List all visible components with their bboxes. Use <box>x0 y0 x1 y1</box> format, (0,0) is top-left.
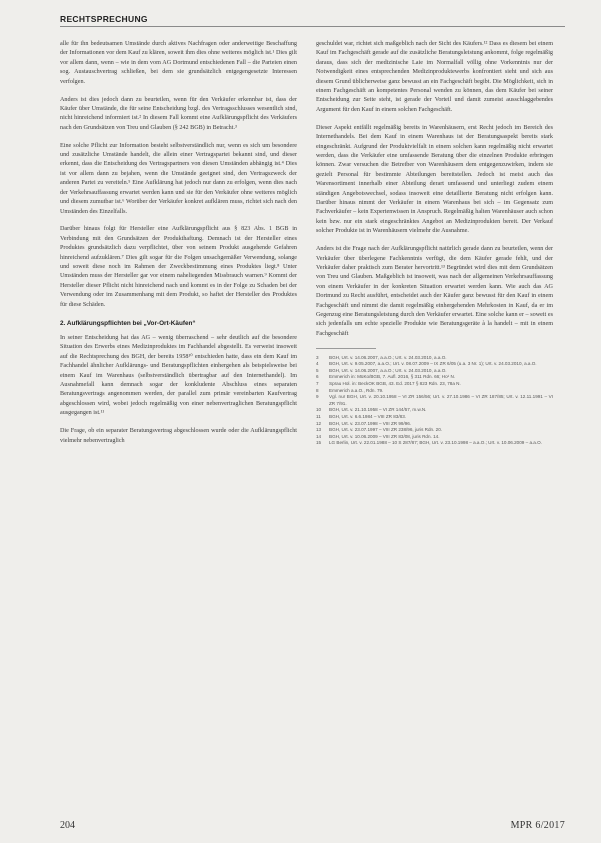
footnote-text: Emmerich in: MüKo/BGB, 7. Aufl. 2016, § 311 Rdn. 66; Ho¹ N. <box>329 374 456 380</box>
left-column <box>60 40 297 454</box>
page-number: 204 <box>60 820 75 831</box>
body-paragraph: Eine solche Pflicht zur Information besteht selbstverständlich nur, wenn es sich um besondere und zusätzliche Umstände handelt, die allein einer Vertragspartei bekannt sind, und dieser erkennt, dass die Entscheidung des Vertragspartners von diesen Umständen abhängig ist.⁴ Dies ist vor allem dann zu bejahen, wenn die Umstände geeignet sind, den Vertragszweck der anderen Partei zu vereiteln.⁵ Eine Aufklärung hat jedoch nur dann zu erfolgen, wenn dies nach der Verkehrsauffassung erwartet werden kann und sie für den Verkäufer ohne weiteres möglich und diesem zumutbar ist.⁶ Worüber der Verkäufer konkret aufklären muss, richtet sich nach den Umständen des Einzelfalls. <box>60 142 297 215</box>
footnote-text: BGH, Urt. v. 14.06.2007, a.a.O.; Urt. v. 24.03.2010, a.a.O. <box>329 354 447 360</box>
footnote-number: 12 <box>316 420 322 426</box>
footnote <box>316 414 553 421</box>
footnote-text: BGH, Urt. v. 10.06.2009 – VIII ZR 83/08, juris Rdn. 14. <box>329 433 440 439</box>
body-paragraph: Darüber hinaus folgt für Hersteller eine Aufklärungspflicht aus § 823 Abs. 1 BGB in Verbindung mit den Grundsätzen der Produkthaftung. Demnach ist der Hersteller eines Produktes grundsätzlich dazu verpflichtet, über von seinem Produkt ausgehende Gefahren hinreichend aufzuklären.⁷ Dies gilt sogar für die Folgen unsachgemäßer Verwendung, solange und soweit diese noch im Rahmen der Zweckbestimmung eines Produktes liegt.⁸ Unter Umständen muss der Hersteller gar vor einem naheliegenden Missbrauch warnen.⁹ Kommt der Hersteller dieser Pflicht nicht hinreichend nach und kommt es in der Folge zu Schaden bei der Verwendung oder im Zusammenhang mit dem Produkt, so haftet der Hersteller des Produktes für diese Schäden. <box>60 226 297 308</box>
footnote <box>316 434 553 441</box>
footnote-number: 4 <box>316 361 319 367</box>
footnote <box>316 440 553 447</box>
footnote <box>316 427 553 434</box>
body-paragraph: Anders ist dies jedoch dann zu beurteilen, wenn für den Verkäufer erkennbar ist, dass der Käufer über Umstände, die für seine Entscheidung bzgl. des Vertragsschlusses wesentlich sind, nicht hinreichend informiert ist.² In diesem Fall kommt eine Aufklärungspflicht des Verkäufers nach den Grundsätzen von Treu und Glauben (§ 242 BGB) in Betracht.³ <box>60 96 297 131</box>
footnote-number: 15 <box>316 440 322 446</box>
footnote-number: 14 <box>316 433 322 439</box>
journal-issue: MPR 6/2017 <box>510 820 565 831</box>
footnote-number: 11 <box>316 414 321 420</box>
footnote-number: 13 <box>316 427 322 433</box>
footnote <box>316 394 553 407</box>
footnote <box>316 374 553 381</box>
footnote-text: Sprau Hol. in: BeckOK BGB, 43. Ed. 2017 § 823 Rdn. 23, 78a N. <box>329 381 461 387</box>
body-paragraph: Dieser Aspekt entfällt regelmäßig bereits in Warenhäusern, erst Recht jedoch im Bereich des Internethandels. Bei dem Kauf in einem Warenhaus ist der Beratungsaspekt bereits stark eingeschränkt. Aufgrund der Produktvielfalt in einem solchen kann regelmäßig nicht erwartet werden, dass die Verkäufer eine umfassende Beratung über die einzelnen Produkte erbringen können. Zwar versuchen die Betreiber von Warenhäusern dem entgegenzuwirken, indem sie gezielt Personal für bestimmte Abteilungen bereitstellen. Jedoch ist meist auch das Warensortiment innerhalb einer Abteilung derart umfassend und unterliegt zudem einem ständigen Angebotswechsel, sodass insoweit eine detaillierte Beratung nicht erfolgen kann. Darüber hinaus nimmt der Verkäufer in einem Warenhaus bei sich – im Gegensatz zum Fachverkäufer – kein Expertenwissen in Anspruch. Regelmäßig halten Warenhäuser auch schon kein bzw. nur ein stark eingeschränktes Angebot an Medizinprodukten bereit. Der Verkauf solcher Produkte ist in Warenhäusern vielmehr die Ausnahme. <box>316 124 553 235</box>
body-paragraph: Anders ist die Frage nach der Aufklärungspflicht natürlich gerade dann zu beurteilen, wenn der Verkäufer über überlegene Fachkenntnis verfügt, die dem Käufer gerade fehlt, und der Verkäufer daher praktisch zum Berater hervortritt.¹³ Begründet wird dies mit dem Grundsätzen von Treu und Glauben. Maßgeblich ist insoweit, was nach der allgemeinen Verkehrsauffassung von einem Verkäufer in der konkreten Situation erwartet werden kann. Wie auch das AG Dortmund zu Recht ausführt, entscheidet auch der Käufer ganz bewusst für den Kauf in einem Fachgeschäft und nimmt die damit regelmäßig einhergehenden Mehrkosten in Kauf, da er im Gegenzug eine Beratungsleistung durch den Verkäufer erwartet. Eine solche kann er – soweit es sich jedenfalls um echte spezielle Produkte wie Beratungsgeräte à la handelt – mit in einem Fachgeschäft <box>316 246 553 337</box>
footnotes <box>316 355 553 447</box>
footnote-text: BGH, Urt. v. 14.06.2007, a.a.O.; Urt. v. 24.03.2010, a.a.O. <box>329 367 447 373</box>
section-heading: 2. Aufklärungspflichten bei „Vor-Ort-Käufen“ <box>60 319 196 327</box>
right-paragraphs <box>316 40 553 339</box>
footnote <box>316 355 553 362</box>
footnote-number: 3 <box>316 354 319 360</box>
footnote-text: BGH, Urt. v. 9.05.2007, a.a.O.; Urt. v. 08.07.2009 – IX ZR 6/05 (u.a. 3 Nr. 1); Urt. v. 24.03.2010, a.a.O. <box>329 361 537 367</box>
footnote-text: Vgl. nur BGH, Urt. v. 20.10.1958 – VI ZR 156/56; Urt. v. 27.10.1986 – VI ZR 187/85; Urt. v. 12.11.1991 – VI ZR 7/91. <box>329 394 553 406</box>
footnote <box>316 388 553 395</box>
footnote <box>316 361 553 368</box>
footnote-text: BGH, Urt. v. 23.07.1998 – VIII ZR 99/96. <box>329 420 412 426</box>
section-header: RECHTSPRECHUNG <box>60 14 148 24</box>
footnote <box>316 368 553 375</box>
footnote <box>316 421 553 428</box>
footnote-text: Emmerich a.a.O., Rdn. 79. <box>329 387 384 393</box>
footnote-text: BGH, Urt. v. 23.07.1997 – VIII ZR 238/96, juris Rdn. 20. <box>329 427 443 433</box>
right-column <box>316 40 553 447</box>
footnote-number: 6 <box>316 374 319 380</box>
footnote-number: 9 <box>316 394 319 400</box>
body-paragraph: alle für ihn bedeutsamen Umstände durch aktives Nachfragen oder anderweitige Beschaffung der Informationen vor dem Kauf zu klären, soweit ihm dies ohne weiteres möglich ist.¹ Dies gilt vor allem dann, wenn – wie in dem vom AG Dortmund entschiedenen Fall – die Parteien einen sog. Austauschvertrag schließen, bei dem sie grundsätzlich entgegengesetzte Interessen verfolgen. <box>60 41 297 85</box>
body-paragraph: Die Frage, ob ein separater Beratungsvertrag abgeschlossen wurde oder die Aufklärungspflicht vielmehr nebenvertraglich <box>60 428 297 444</box>
footnote-text: BGH, Urt. v. 21.10.1958 – VI ZR 144/57, m.w.N. <box>329 407 427 413</box>
footnote <box>316 407 553 414</box>
footnote-number: 7 <box>316 381 319 387</box>
footnote-text: LG Berlin, Urt. v. 22.01.1988 – 10 S 287/87; BGH, Urt. v. 23.10.1998 – a.a.O.; Urt. v. 10.06.2009 – a.a.O. <box>329 440 542 446</box>
header-divider <box>60 26 565 27</box>
footnote-number: 5 <box>316 367 319 373</box>
left-paragraphs <box>60 40 297 310</box>
footnote-divider <box>316 348 376 349</box>
footnote-number: 10 <box>316 407 322 413</box>
left-paragraphs-after <box>60 334 297 446</box>
footnote-text: BGH, Urt. v. 6.6.1984 – VIII ZR 83/83. <box>329 414 407 420</box>
footnote-number: 8 <box>316 387 319 393</box>
body-paragraph: geschuldet war, richtet sich maßgeblich nach der Sicht des Käufers.¹² Dass es diesem bei einem Kauf im Fachgeschäft gerade auf die zusätzliche Beratungsleistung ankommt, folge regelmäßig daraus, dass sich der medizinische Laie im Normalfall völlig ohne Vorkenntnis nur der Notwendigkeit eines entsprechenden Medizinproduktewerbs konfrontiert sieht und sich aus diesem Grund üblicherweise ganz bewusst an ein Fachgeschäft begibt. Die Möglichkeit, sich in einem Fachgeschäft an kompetentes Personal wenden zu können, das dem Käufer bei seiner Entscheidung zur Seite steht, ist gerade der Vorteil und damit zumeist ausschlaggebendes Argument für den Kauf in einem solchen Fachgeschäft. <box>316 41 553 113</box>
footnote <box>316 381 553 388</box>
body-paragraph: In seiner Entscheidung hat das AG – wenig überraschend – sehr deutlich auf die besondere Situation des Erwerbs eines Medizinproduktes im Fachhandel abgestellt. Es verweist insoweit auf die Rechtsprechung des BGH, der bereits 1958¹⁰ entschieden hatte, dass ein dem Kauf im Fachhandel ähnlicher Aufklärungs- und Beratungspflichten einhergehen als beispielsweise bei einem Kauf im Warenhaus (selbstverständlich übertragbar auf den Internethandel). Im Ausnahmefall kann demnach sogar der konkludente Abschluss eines separaten Beratungsvertrags angenommen werden, der parallel zum primär vereinbarten Kaufvertrag abgeschlossen wird, wobei jedoch regelmäßig von einer nebenvertraglichen Beratungspflicht ausgegangen ist.¹¹ <box>60 334 297 417</box>
